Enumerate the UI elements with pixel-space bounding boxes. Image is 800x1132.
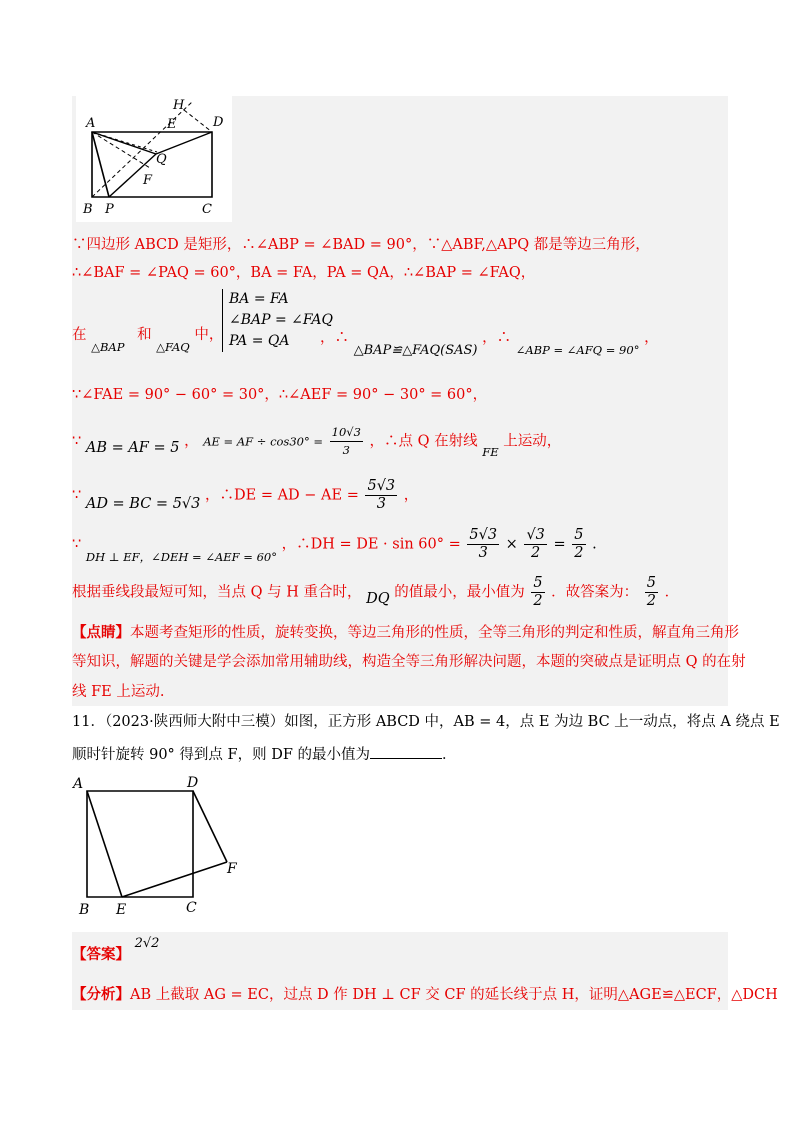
- fig1-label-p: P: [105, 202, 114, 217]
- congruent-sas: △BAP≌△FAQ(SAS): [353, 343, 478, 358]
- solution-line-1: ∵四边形 ABCD 是矩形，∴∠ABP = ∠BAD = 90°，∵△ABF,△APQ 都是等边三角形，: [72, 237, 650, 253]
- fig1-label-a: A: [86, 116, 96, 131]
- q11-text: 顺时针旋转 90° 得到点 F，则 DF 的最小值为: [72, 747, 370, 763]
- ray-fe: FE: [482, 444, 499, 459]
- fig2-label-e: E: [116, 902, 127, 918]
- solution-line-8: [72, 575, 679, 610]
- dh-formula: ，∴DH = DE · sin 60° =: [281, 536, 461, 553]
- moves-on: 上运动，: [503, 433, 562, 450]
- fig1-label-d: D: [213, 115, 224, 130]
- angle-abp-afq: ∠ABP = ∠AFQ = 90°: [515, 343, 640, 357]
- answer-tag: 【答案】: [72, 946, 130, 963]
- tri-bap: △BAP: [91, 340, 125, 354]
- ad-bc: AD = BC = 5√3: [85, 495, 201, 512]
- conclusion-text: 根据垂线段最短可知，当点 Q 与 H 重合时，: [72, 584, 362, 601]
- fig1-label-f: F: [143, 173, 153, 188]
- sys-eq-3: PA = QA: [229, 333, 290, 349]
- figure-rectangle-abcd: [76, 96, 232, 222]
- frac-5root3-3: $\frac{5√3}{3}$: [367, 478, 396, 512]
- dianjing-text-1: 本题考查矩形的性质，旋转变换，等边三角形的性质，全等三角形的判定和性质，解直角三角形: [130, 625, 739, 641]
- fig1-label-c: C: [202, 202, 212, 217]
- solution-line-5: [72, 424, 561, 459]
- frac-a: $\frac{5√3}{3}$: [469, 527, 498, 561]
- fig2-label-d: D: [187, 775, 199, 791]
- word-zhong: 中，: [194, 327, 224, 343]
- because-2: ∵: [72, 487, 82, 504]
- answer-line: [72, 936, 160, 967]
- solution-line-4: ∵∠FAE = 90° − 60° = 30°，∴∠AEF = 90° − 30° = 60°，: [72, 387, 488, 403]
- sys-eq-1: BA = FA: [229, 291, 289, 307]
- answer-text: ．故答案为：: [551, 584, 639, 601]
- word-zai: 在: [72, 327, 87, 343]
- congruence-system: [222, 289, 333, 352]
- solution-line-7: [72, 527, 597, 562]
- frac-10root3-3: $\frac{10√3}{3}$: [331, 425, 361, 457]
- period: .: [592, 536, 597, 553]
- analysis-line: [72, 984, 778, 1006]
- solution-line-2: ∴∠BAF = ∠PAQ = 60°，BA = FA，PA = QA，∴∠BAP = ∠FAQ，: [72, 265, 536, 281]
- dianjing-line-3: 线 FE 上运动.: [72, 684, 165, 700]
- de-formula: ，∴DE = AD − AE =: [205, 487, 359, 504]
- equals: =: [553, 536, 566, 553]
- comma-2: ，: [184, 433, 199, 450]
- q11-period: ．: [442, 747, 457, 763]
- dianjing-line-2: 等知识，解题的关键是学会添加常用辅助线，构造全等三角形解决问题，本题的突破点是证明点 Q 的在射: [72, 654, 746, 670]
- solution-line-6: [72, 478, 418, 513]
- fig1-label-b: B: [83, 202, 93, 217]
- fig2-label-a: A: [73, 776, 84, 792]
- sys-eq-2: ∠BAP = ∠FAQ: [229, 312, 333, 328]
- q11-line-2: [72, 744, 457, 766]
- answer-blank: [370, 758, 442, 759]
- min-value-text: 的值最小，最小值为: [394, 584, 525, 601]
- fig2-label-f: F: [227, 861, 237, 877]
- comma: ，: [644, 330, 659, 346]
- dianjing-tag: 【点睛】: [72, 624, 130, 641]
- because-3: ∵: [72, 536, 82, 553]
- because-1: ∵: [72, 433, 82, 450]
- therefore-1: ，∴: [320, 330, 349, 346]
- analysis-tag: 【分析】: [72, 986, 130, 1003]
- answer-value: 2√2: [134, 936, 160, 951]
- dh-perp-ef: DH ⊥ EF，∠DEH = ∠AEF = 60°: [85, 549, 277, 564]
- dianjing-line-1: [72, 622, 739, 644]
- word-he: 和: [137, 327, 152, 343]
- fig1-label-e: E: [167, 117, 177, 132]
- figure-square-abcd: [70, 774, 250, 920]
- frac-answer: $\frac{5}{2}$: [646, 575, 656, 609]
- fig2-label-c: C: [186, 900, 197, 916]
- therefore-2: ，∴: [482, 330, 512, 346]
- q-on-ray: ，∴点 Q 在射线: [369, 433, 478, 450]
- tri-faq: △FAQ: [156, 340, 190, 354]
- fig2-label-b: B: [79, 902, 90, 918]
- fig1-label-h: H: [173, 98, 185, 113]
- q11-line-1: 11．（2023·陕西师大附中三模）如图，正方形 ABCD 中，AB = 4，点 E 为边 BC 上一动点，将点 A 绕点 E: [72, 714, 780, 730]
- fig1-label-q: Q: [156, 152, 167, 167]
- period-2: ．: [664, 584, 680, 601]
- analysis-text: AB 上截取 AG = EC，过点 D 作 DH ⊥ CF 交 CF 的延长线于点 H，证明△AGE≌△ECF，△DCH: [130, 987, 778, 1003]
- dq: DQ: [366, 590, 390, 607]
- comma-3: ，: [403, 487, 419, 504]
- ae-formula: AE = AF ÷ cos30° =: [203, 434, 324, 449]
- frac-min: $\frac{5}{2}$: [533, 575, 543, 609]
- solution-line-3: [72, 324, 224, 354]
- frac-c: $\frac{5}{2}$: [574, 527, 584, 561]
- frac-b: $\frac{√3}{2}$: [526, 527, 545, 561]
- times: ×: [505, 536, 518, 553]
- ab-af: AB = AF = 5: [85, 439, 180, 456]
